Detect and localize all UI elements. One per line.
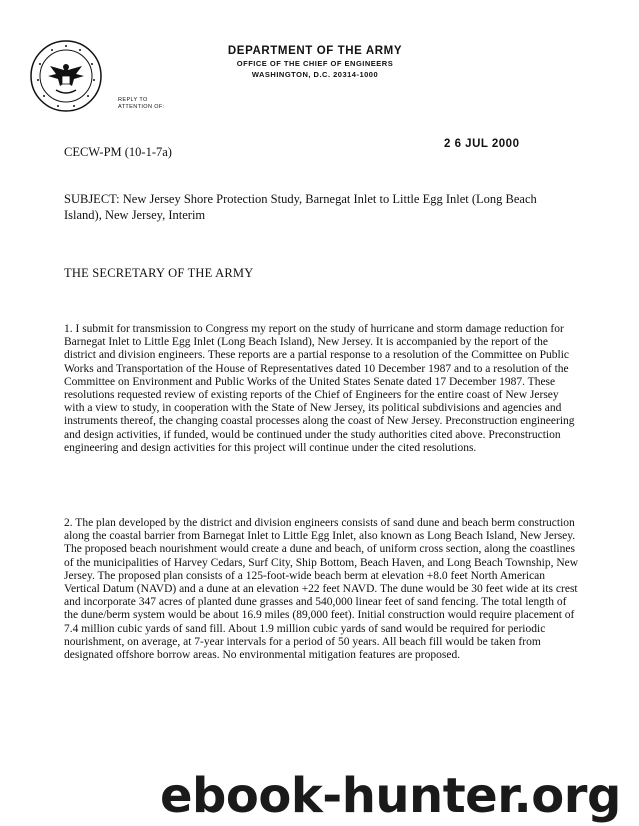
letterhead-office: OFFICE OF THE CHIEF OF ENGINEERS — [236, 59, 394, 68]
letterhead-title: DEPARTMENT OF THE ARMY — [227, 45, 403, 57]
department-of-defense-seal — [30, 40, 102, 112]
subject-line: SUBJECT: New Jersey Shore Protection Study, Barnegat Inlet to Little Egg Inlet (Long Beach Island), New Jersey, Interim — [64, 192, 537, 222]
paragraph-1: 1. I submit for transmission to Congress my report on the study of hurricane and storm damage reduction for Barnegat Inlet to Little Egg Inlet (Long Beach Island), New Jersey. It is accompanied by the report of the district and division engineers. These reports are a partial response to a resolution of the Committee on Public Works and Transportation of the House of Representatives dated 10 December 1987 and to a resolution of the Committee on Environment and Public Works of the United States Senate dated 17 December 1987. These resolutions requested review of existing reports of the Chief of Engineers for the entire coast of New Jersey with a view to study, in cooperation with the State of New Jersey, its political subdivisions and agencies and instruments thereof, the changing coastal processes along the coast of New Jersey. Preconstruction engineering and design activities, if funded, would be continued under the study authorities cited above. Preconstruction engineering and design activities for this project will continue under the cited resolutions. — [64, 323, 575, 454]
letterhead — [160, 44, 470, 80]
paragraph-2: 2. The plan developed by the district and division engineers consists of sand dune and beach berm construction along the coastal barrier from Barnegat Inlet to Little Egg Inlet, also known as Long Beach Island, New Jersey. The proposed beach nourishment would create a dune and beach, of uniform cross section, along the coastlines of the municipalities of Harvey Cedars, Surf City, Ship Bottom, Beach Haven, and Long Beach Township, New Jersey. The proposed plan consists of a 125-foot-wide beach berm at elevation +8.0 feet North American Vertical Datum (NAVD) and a dune at an elevation +22 feet NAVD. The dune would be 30 feet wide at its crest and incorporate 347 acres of planted dune grasses and 540,000 linear feet of sand fencing. The total length of the dune/berm system would be about 16.9 miles (89,000 feet). Initial construction would require placement of 7.4 million cubic yards of sand fill. About 1.9 million cubic yards of sand would be required for periodic nourishment, on average, at 7-year intervals for a period of 50 years. All beach fill would be taken from designated offshore borrow areas. No environmental mitigation features are proposed. — [64, 517, 579, 662]
attention-of-label: ATTENTION OF: — [118, 104, 165, 110]
letterhead-address: WASHINGTON, D.C. 20314-1000 — [251, 70, 379, 79]
reply-to-label: REPLY TO — [118, 97, 148, 103]
reply-to-block — [118, 97, 165, 111]
addressee: THE SECRETARY OF THE ARMY — [64, 266, 254, 280]
watermark-text: ebook-hunter.org — [160, 768, 621, 824]
memo-date: 2 6 JUL 2000 — [444, 138, 520, 150]
office-symbol: CECW-PM (10-1-7a) — [64, 145, 172, 159]
eagle-seal-icon — [30, 40, 102, 112]
